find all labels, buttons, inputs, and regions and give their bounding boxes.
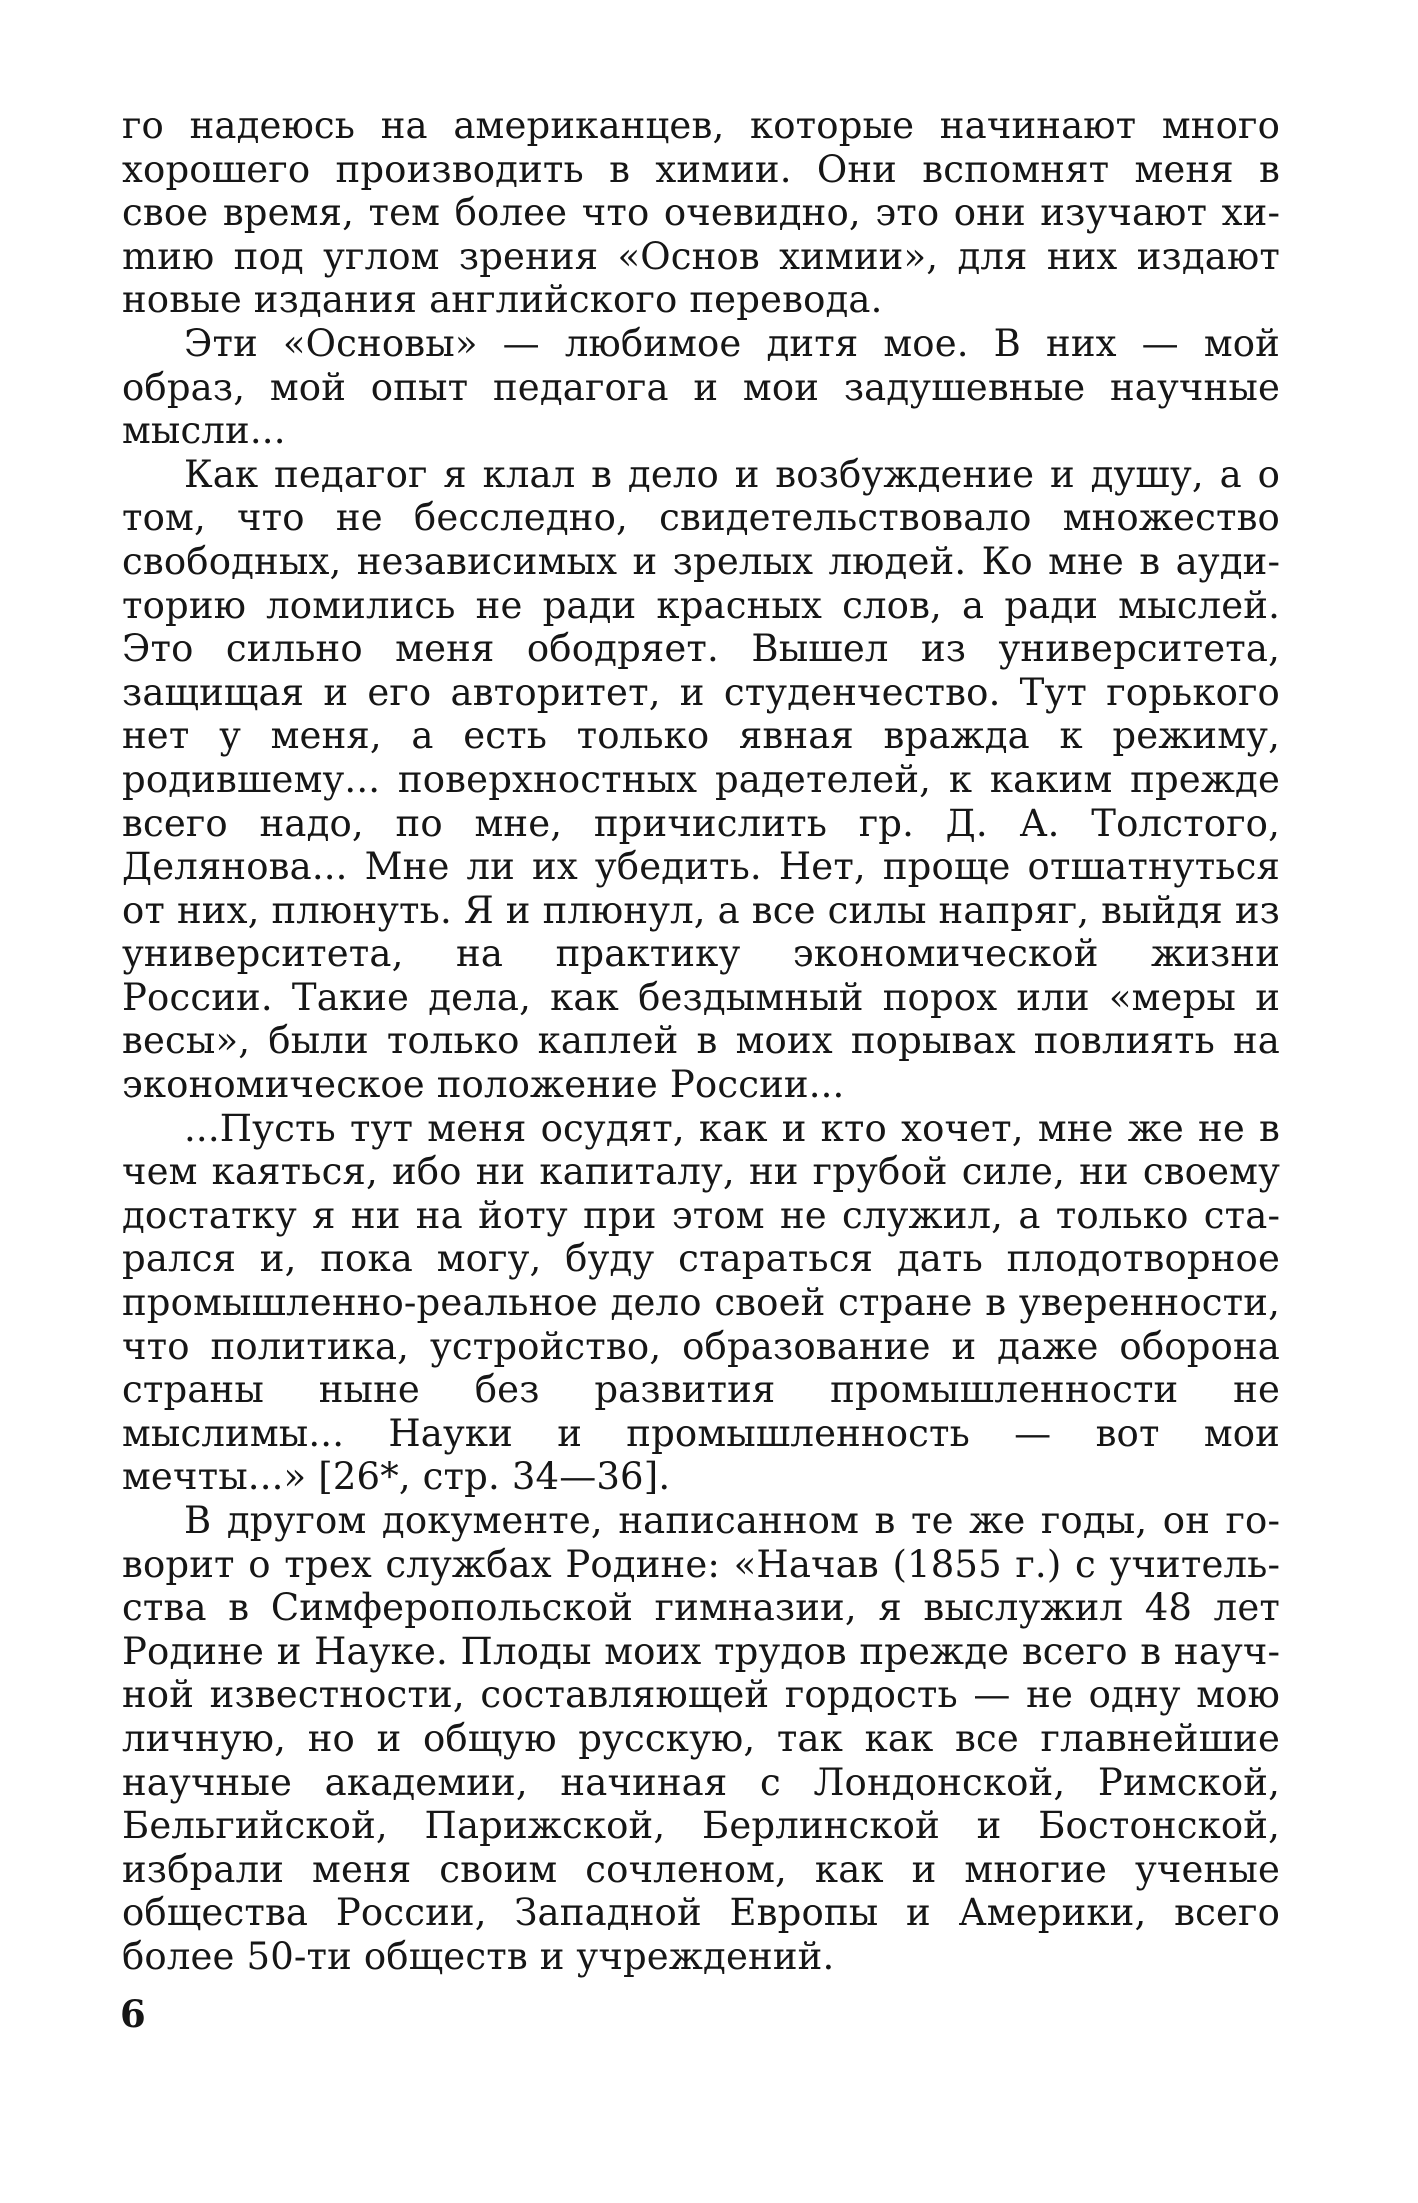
- paragraph-5: В другом документе, написанном в те же годы, он говорит о трех службах Родине: «Начав (1855 г.) с учительства в Симферопольской гимназии, я выслужил 48 лет Родине и Науке. Плоды моих трудов прежде всего в научной известности, составляющей гордость — не одну мою личную, но и общую русскую, так как все главнейшие научные академии, начиная с Лондонской, Римской, Бельгийской, Парижской, Берлинской и Бостонской, избрали меня своим сочленом, как и многие ученые общества России, Западной Европы и Америки, всего более 50-ти обществ и учреждений.: [122, 1499, 1280, 1978]
- paragraph-2: Эти «Основы» — любимое дитя мое. В них — мой образ, мой опыт педагога и мои задушевные научные мысли...: [122, 321, 1280, 453]
- paragraph-1: го надеюсь на американцев, которые начинают много хорошего производить в химии. Они вспомнят меня в свое время, тем более что очевидно, это они изучают хиmию под углом зрения «Основ химии», для них издают новые издания английского перевода.: [122, 104, 1280, 322]
- paragraph-4: ...Пусть тут меня осудят, как и кто хочет, мне же не в чем каяться, ибо ни капиталу, ни грубой силе, ни своему достатку я ни на йоту при этом не служил, а только старался и, пока могу, буду стараться дать плодотворное промышленно-реальное дело своей стране в уверенности, что политика, устройство, образование и даже оборона страны ныне без развития промышленности не мыслимы... Науки и промышленность — вот мои мечты...» [26*, стр. 34—36].: [122, 1106, 1280, 1499]
- page-text-block: [122, 104, 1280, 1979]
- paragraph-3: Как педагог я клал в дело и возбуждение и душу, а о том, что не бесследно, свидетельствовало множество свободных, независимых и зрелых людей. Ко мне в аудиторию ломились не ради красных слов, а ради мыслей. Это сильно меня ободряет. Вышел из университета, защищая и его авторитет, и студенчество. Тут горького нет у меня, а есть только явная вражда к режиму, родившему... поверхностных радетелей, к каким прежде всего надо, по мне, причислить гр. Д. А. Толстого, Делянова... Мне ли их убедить. Нет, проще отшатнуться от них, плюнуть. Я и плюнул, а все силы напряг, выйдя из университета, на практику экономической жизни России. Такие дела, как бездымный порох или «меры и весы», были только каплей в моих порывах повлиять на экономическое положение России...: [122, 452, 1280, 1107]
- page-number: 6: [120, 1992, 146, 2036]
